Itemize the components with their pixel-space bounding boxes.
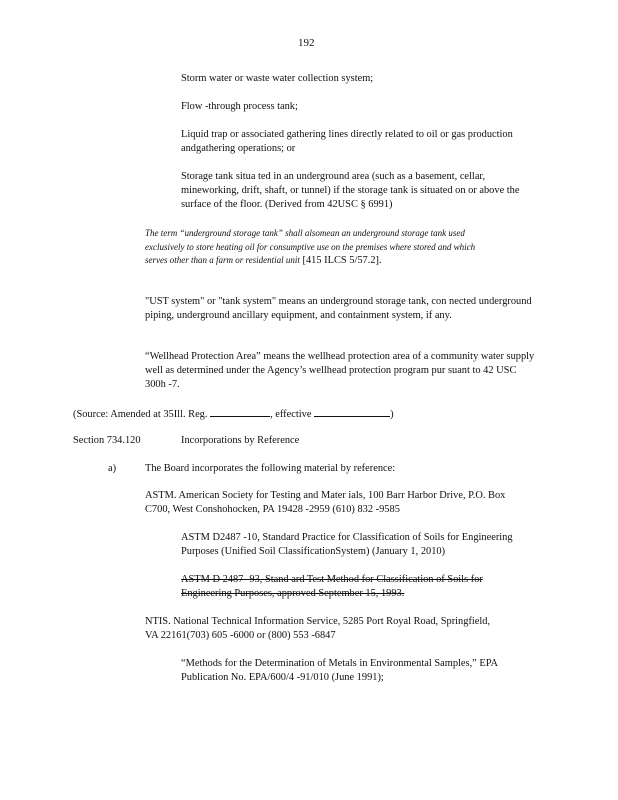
methods-reference: “Methods for the Determination of Metals in Environmental Samples,” EPA Publication No. EPA/600/4 -91/010 (June 1991); bbox=[181, 658, 498, 683]
source-suffix: ) bbox=[390, 409, 394, 420]
ntis-reference: NTIS. National Technical Information Service, 5285 Port Royal Road, Springfield, VA 22161(703) 605 -6000 or (800) 553 -6847 bbox=[145, 616, 491, 641]
item-a-text: The Board incorporates the following material by reference: bbox=[145, 463, 396, 474]
note-text: The term “underground storage tank” shall alsomean an underground storage tank used exclusively to store heating oil for consumptive use on the premises where stored and which serves other than a farm or residential unit bbox=[145, 228, 476, 265]
page-number: 192 bbox=[298, 37, 315, 49]
item-a-label: a) bbox=[108, 463, 117, 474]
underground-storage-tank-note bbox=[145, 227, 495, 268]
definition-storage-tank: Storage tank situa ted in an underground area (such as a basement, cellar, mineworking, drift, shaft, or tunnel) if the storage tank is situated on or above the surface of the floor. (Derived from 42USC § 6991) bbox=[181, 171, 520, 210]
source-prefix: (Source: Amended at 35Ill. Reg. bbox=[73, 409, 208, 420]
astm-reference: ASTM. American Society for Testing and Mater ials, 100 Barr Harbor Drive, P.O. Box C700, West Conshohocken, PA 19428 -2959 (610) 832 -9585 bbox=[145, 490, 506, 515]
effective-date-blank bbox=[314, 406, 390, 417]
source-note bbox=[73, 406, 394, 422]
astm-d2487-93-deleted-reference: ASTM D 2487 -93, Stand ard Test Method for Classification of Soils for Engineering Purposes, approved September 15, 1993. bbox=[181, 574, 483, 599]
definition-flow-through: Flow -through process tank; bbox=[181, 101, 298, 112]
definition-liquid-trap: Liquid trap or associated gathering lines directly related to oil or gas production andgathering operations; or bbox=[181, 129, 513, 154]
definition-storm-water: Storm water or waste water collection system; bbox=[181, 73, 374, 84]
source-middle: , effective bbox=[270, 409, 312, 420]
note-citation: [415 ILCS 5/57.2]. bbox=[299, 255, 382, 266]
ust-system-definition: "UST system" or "tank system" means an underground storage tank, con nected underground piping, underground ancillary equipment, and containment system, if any. bbox=[145, 296, 532, 321]
wellhead-protection-definition: “Wellhead Protection Area” means the wellhead protection area of a community water supply well as determined under the Agency’s wellhead protection program pur suant to 42 USC 300h -7. bbox=[145, 351, 535, 390]
section-title: Incorporations by Reference bbox=[181, 435, 300, 446]
reg-blank bbox=[210, 406, 270, 417]
section-number: Section 734.120 bbox=[73, 435, 141, 446]
astm-d2487-10-reference: ASTM D2487 -10, Standard Practice for Classification of Soils for Engineering Purposes (Unified Soil ClassificationSystem) (January 1, 2010) bbox=[181, 532, 513, 557]
